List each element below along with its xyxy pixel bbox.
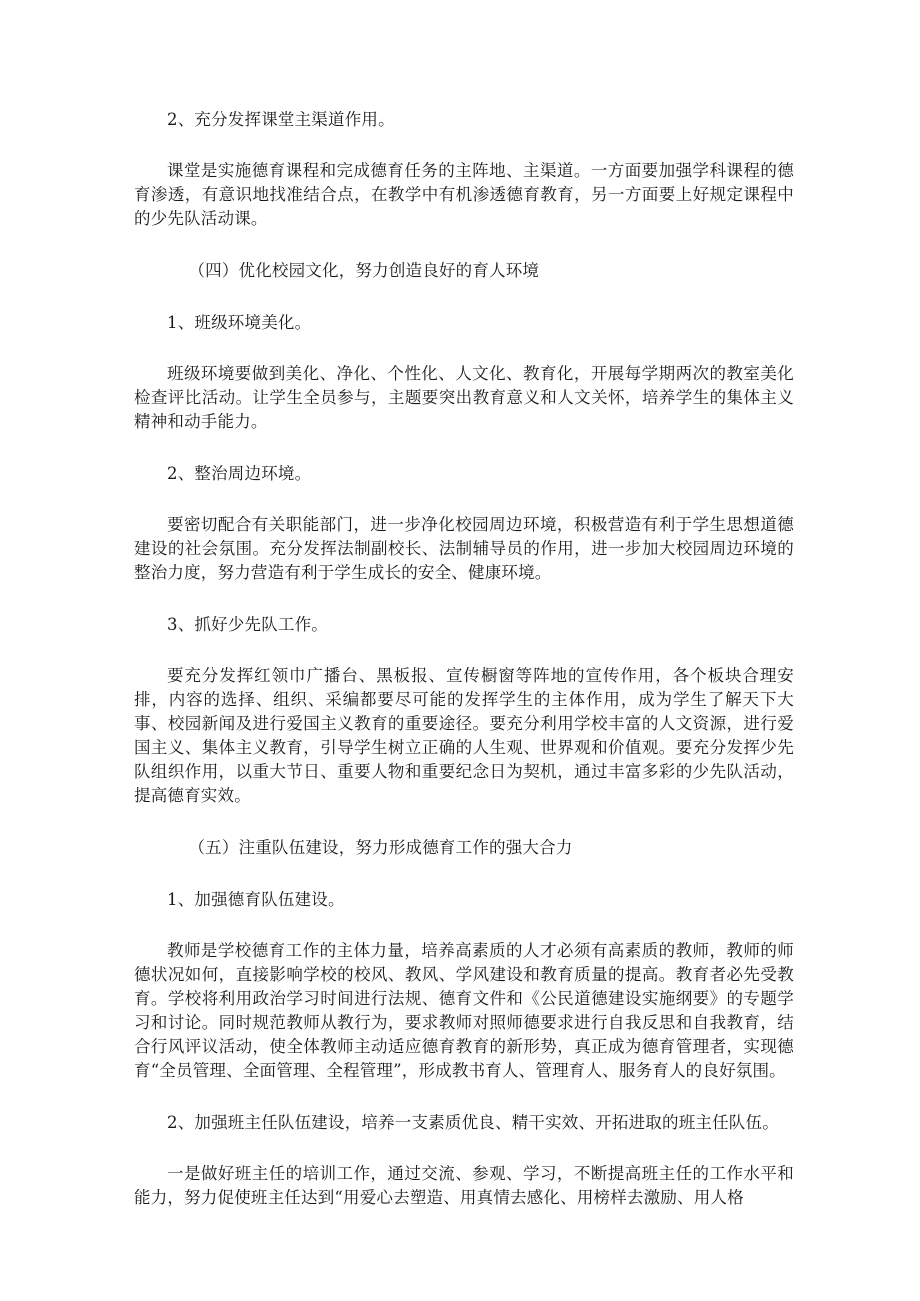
section-heading: 2、加强班主任队伍建设，培养一支素质优良、精干实效、开拓进取的班主任队伍。 <box>167 1113 779 1132</box>
body-paragraph: 课堂是实施德育课程和完成德育任务的主阵地、主渠道。一方面要加强学科课程的德育渗透，有意识地找准结合点，在教学中有机渗透德育教育，另一方面要上好规定课程中的少先队活动课。 <box>134 161 794 228</box>
body-paragraph: 一是做好班主任的培训工作，通过交流、参观、学习，不断提高班主任的工作水平和能力，努力促使班主任达到“用爱心去塑造、用真情去感化、用榜样去激励、用人格 <box>134 1164 794 1207</box>
body-paragraph: 班级环境要做到美化、净化、个性化、人文化、教育化，开展每学期两次的教室美化检查评比活动。让学生全员参与，主题要突出教育意义和人文关怀，培养学生的集体主义精神和动手能力。 <box>134 364 794 431</box>
body-paragraph: 教师是学校德育工作的主体力量，培养高素质的人才必须有高素质的教师，教师的师德状况如何，直接影响学校的校风、教风、学风建设和教育质量的提高。教育者必先受教育。学校将利用政治学习时间进行法规、德育文件和《公民道德建设实施纲要》的专题学习和讨论。同时规范教师从教行为，要求教师对照师德要求进行自我反思和自我教育，结合行风评议活动，使全体教师主动适应德育教育的新形势，真正成为德育管理者，实现德育“全员管理、全面管理、全程管理”，形成教书育人、管理育人、服务育人的良好氛围。 <box>134 941 794 1080</box>
body-paragraph: 要密切配合有关职能部门，进一步净化校园周边环境，积极营造有利于学生思想道德建设的社会氛围。充分发挥法制副校长、法制辅导员的作用，进一步加大校园周边环境的整治力度，努力营造有利于学生成长的安全、健康环境。 <box>134 515 794 582</box>
section-heading: 1、加强德育队伍建设。 <box>167 890 345 909</box>
section-heading: 1、班级环境美化。 <box>167 313 312 332</box>
document-page <box>134 108 794 1210</box>
chapter-heading: （四）优化校园文化，努力创造良好的育人环境 <box>188 261 540 280</box>
section-heading: 3、抓好少先队工作。 <box>167 615 328 634</box>
section-heading: 2、充分发挥课堂主渠道作用。 <box>167 110 395 129</box>
section-heading: 2、整治周边环境。 <box>167 464 312 483</box>
chapter-heading: （五）注重队伍建设，努力形成德育工作的强大合力 <box>188 838 573 857</box>
body-paragraph: 要充分发挥红领巾广播台、黑板报、宣传橱窗等阵地的宣传作用，各个板块合理安排，内容的选择、组织、采编都要尽可能的发挥学生的主体作用，成为学生了解天下大事、校园新闻及进行爱国主义教育的重要途径。要充分利用学校丰富的人文资源，进行爱国主义、集体主义教育，引导学生树立正确的人生观、世界观和价值观。要充分发挥少先队组织作用，以重大节日、重要人物和重要纪念日为契机，通过丰富多彩的少先队活动，提高德育实效。 <box>134 666 794 805</box>
